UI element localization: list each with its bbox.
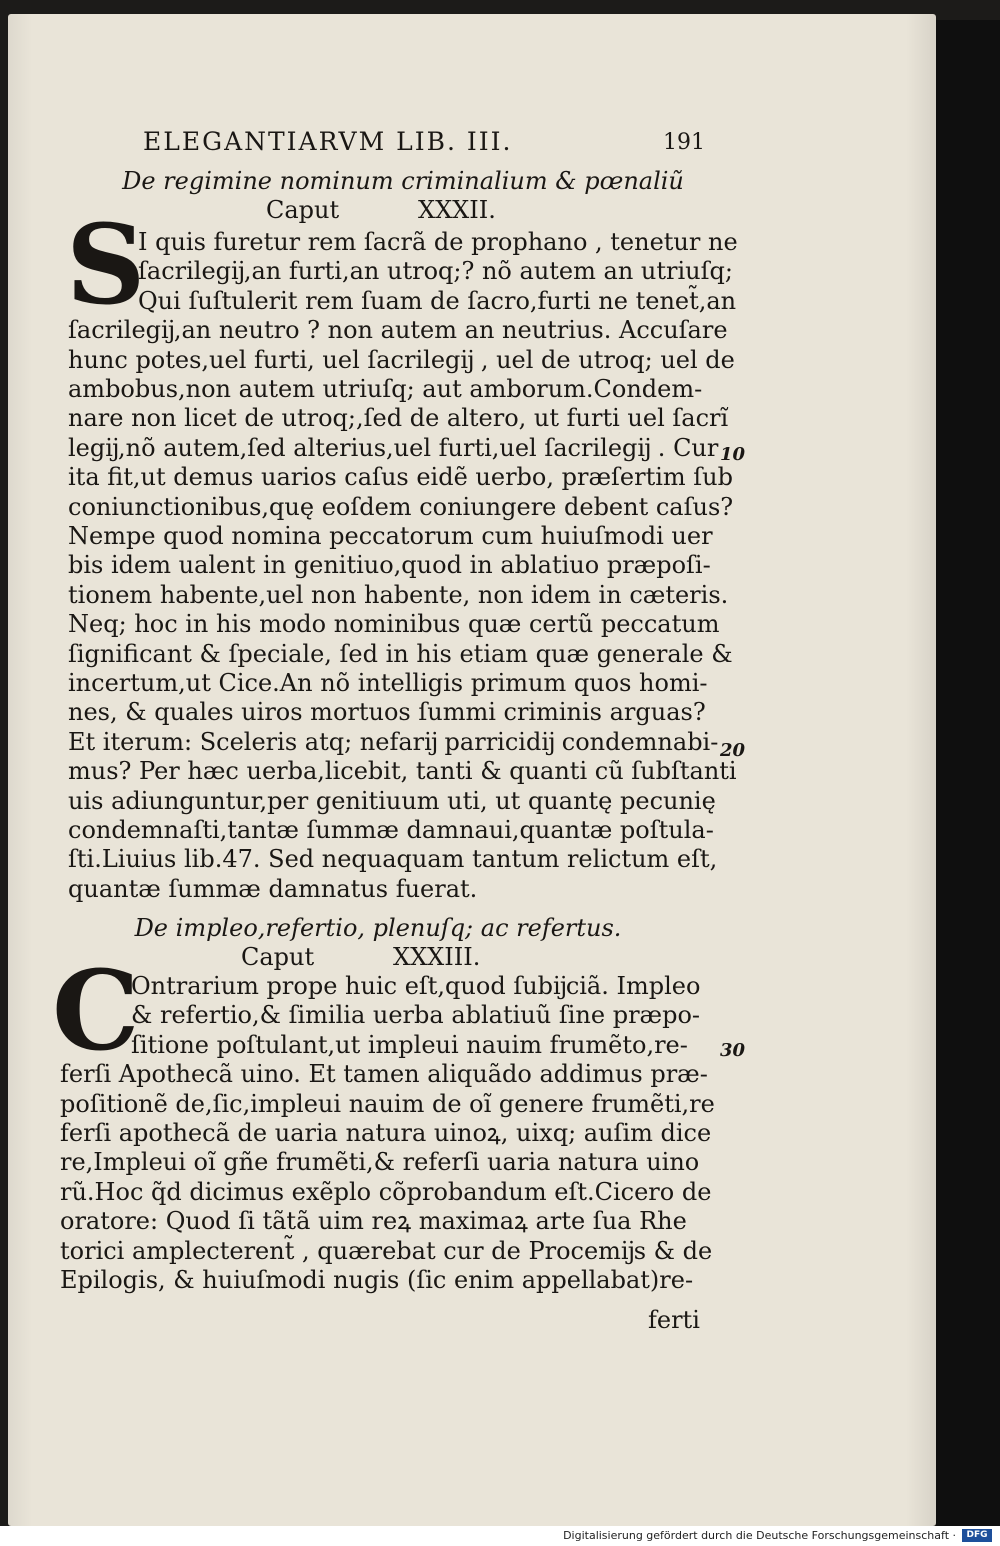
margin-number-10: 10 xyxy=(720,444,746,465)
text-line: ſti.Liuius lib.47. Sed nequaquam tantum relictum eſt, xyxy=(68,845,718,874)
chapter-32-caput-label: Caput xyxy=(266,196,340,224)
book-page xyxy=(8,14,936,1526)
chapter-32-title: De regimine nominum criminalium & pœnaliũ xyxy=(122,167,684,195)
text-line: ſignificant & ſpeciale, ſed in his etiam quæ generale & xyxy=(68,639,733,668)
text-line: Nempe quod nomina peccatorum cum huiuſmodi uer xyxy=(68,522,713,550)
text-line: nare non licet de utroq;,ſed de altero, ut furti uel ſacrĩ xyxy=(68,404,729,433)
text-line: I quis furetur rem ſacrã de prophano , tenetur ne xyxy=(138,228,738,256)
text-line: ſacrilegĳ,an neutro ? non autem an neutrius. Accuſare xyxy=(68,316,728,345)
text-line: ſacrilegĳ,an furti,an utroq;? nõ autem an utriuſq; xyxy=(138,257,733,286)
footer-band xyxy=(0,1526,1000,1546)
chapter-32-caput-number: XXXII. xyxy=(418,196,496,224)
text-line: ambobus,non autem utriuſq; aut amborum.Condem- xyxy=(68,375,703,403)
text-line: rũ.Hoc q̃d dicimus exẽplo cõprobandum eſt.Cicero de xyxy=(60,1177,712,1206)
scan-background xyxy=(936,20,1000,1526)
running-head: ELEGANTIARVM LIB. III. xyxy=(143,127,513,156)
text-line: poſitionẽ de,ſic,impleui nauim de oĩ genere frumẽti,re xyxy=(60,1089,715,1118)
chapter-33-caput-label: Caput xyxy=(241,943,315,971)
text-line: ferſi apothecã de uaria natura uinoꝝ, uixq; auſim dice xyxy=(60,1119,712,1147)
text-line: hunc potes,uel furti, uel ſacrilegĳ , uel de utroq; uel de xyxy=(68,345,735,374)
text-line: Neq; hoc in his modo nominibus quæ certũ peccatum xyxy=(68,610,720,639)
text-line: re,Impleui oĩ gñe frumẽti,& referſi uaria natura uino xyxy=(60,1148,700,1177)
dfg-logo-icon: DFG xyxy=(962,1529,992,1542)
text-line: mus? Per hæc uerba,licebit, tanti & quanti cũ ſubſtanti xyxy=(68,757,737,786)
chapter-33-drop-cap: C xyxy=(52,946,140,1075)
text-line: Epilogis, & huiuſmodi nugis (ſic enim appellabat)re- xyxy=(60,1266,694,1294)
text-line: oratore: Quod ſi tãtã uim reꝝ maximaꝝ arte ſua Rhe xyxy=(60,1207,687,1236)
text-line: Ontrarium prope huic eſt,quod ſubĳciã. Impleo xyxy=(131,972,701,1000)
margin-number-30: 30 xyxy=(720,1040,746,1061)
chapter-32-drop-cap: S xyxy=(66,200,146,329)
chapter-33-caput-number: XXXIII. xyxy=(393,943,481,971)
text-line: condemnaſti,tantæ ſummæ damnaui,quantæ poſtula- xyxy=(68,816,714,844)
margin-number-20: 20 xyxy=(720,740,746,761)
catchword: ferti xyxy=(648,1306,700,1334)
text-line: torici amplecterent̃ , quærebat cur de Procemĳs & de xyxy=(60,1236,713,1265)
text-line: Qui ſuſtulerit rem ſuam de ſacro,furti ne tenet̃,an xyxy=(138,286,737,315)
text-line: ita fit,ut demus uarios caſus eidẽ uerbo, præſertim ſub xyxy=(68,463,733,492)
text-line: tionem habente,uel non habente, non idem in cæteris. xyxy=(68,580,729,609)
chapter-33-title: De impleo,refertio, plenuſq; ac refertus. xyxy=(134,914,622,942)
text-line: uis adiunguntur,per genitiuum uti, ut quantę pecunię xyxy=(68,786,716,815)
text-line: ſitione poſtulant,ut impleui nauim frumẽto,re- xyxy=(131,1030,688,1059)
text-line: legĳ,nõ autem,ſed alterius,uel furti,uel ſacrilegĳ . Cur xyxy=(68,433,719,462)
text-line: incertum,ut Cice.An nõ intelligis primum quos homi- xyxy=(68,669,708,697)
folio-number: 191 xyxy=(663,130,705,155)
text-line: & refertio,& ſimilia uerba ablatiuũ ſine præpo- xyxy=(131,1001,701,1030)
text-line: Et iterum: Sceleris atq; nefarĳ parricidĳ condemnabi- xyxy=(68,727,719,756)
footer-credit: Digitalisierung gefördert durch die Deutsche Forschungsgemeinschaft · xyxy=(563,1529,956,1542)
text-line: ferſi Apothecã uino. Et tamen aliquãdo addimus præ- xyxy=(60,1060,708,1089)
text-line: nes, & quales uiros mortuos ſummi criminis arguas? xyxy=(68,698,706,727)
text-line: coniunctionibus,quę eoſdem coniungere debent caſus? xyxy=(68,492,734,521)
text-line: bis idem ualent in genitiuo,quod in ablatiuo præpoſi- xyxy=(68,551,711,580)
text-line: quantæ ſummæ damnatus fuerat. xyxy=(68,874,478,903)
